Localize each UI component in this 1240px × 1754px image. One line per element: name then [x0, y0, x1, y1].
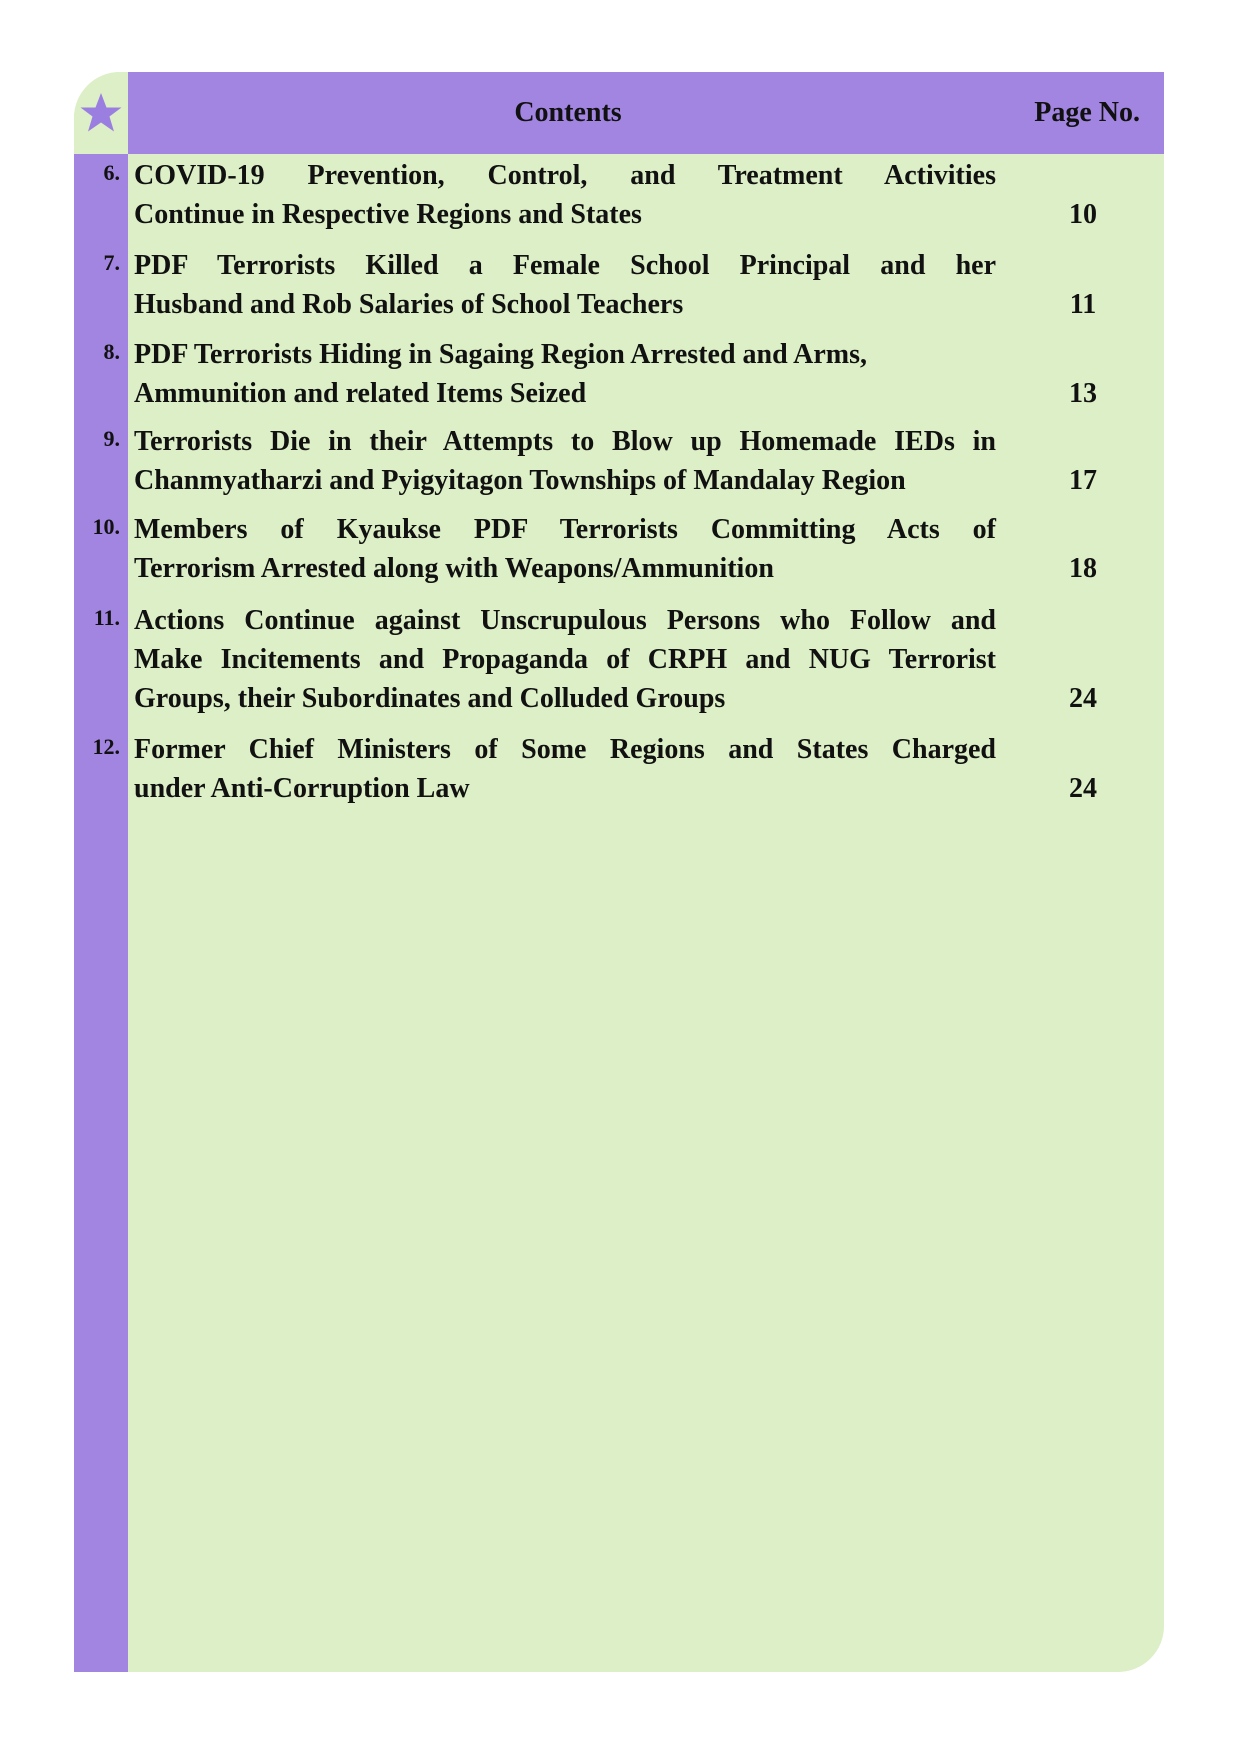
entry-page: 11 — [1069, 289, 1097, 320]
contents-header — [128, 72, 1164, 154]
entry-page: 24 — [1069, 773, 1097, 804]
entry-number: 11. — [93, 605, 120, 630]
contents-heading: Contents — [514, 97, 622, 128]
entry-number: 10. — [92, 514, 120, 539]
entry-page: 10 — [1069, 199, 1097, 230]
entry-number: 6. — [103, 160, 120, 185]
entry-number: 8. — [103, 339, 120, 364]
star-icon — [79, 91, 123, 135]
page-number-heading: Page No. — [1034, 97, 1140, 128]
entry-title: Actions Continue against Unscrupulous Persons who Follow and Make Incitements and Propaganda of CRPH and NUG Terrorist Groups, their Subordinates and Colluded Groups — [134, 605, 996, 714]
entry-title: PDF Terrorists Hiding in Sagaing Region Arrested and Arms, Ammunition and related Items Seized — [134, 339, 867, 409]
entry-title: Members of Kyaukse PDF Terrorists Committing Acts of Terrorism Arrested along with Weapons/Ammunition — [134, 514, 996, 584]
entry-page: 13 — [1069, 378, 1097, 409]
entry-title: COVID-19 Prevention, Control, and Treatment Activities Continue in Respective Regions and States — [134, 160, 996, 230]
contents-panel — [74, 72, 1164, 1672]
left-accent-bar — [74, 154, 128, 1672]
entry-page: 24 — [1069, 683, 1097, 714]
entry-number: 12. — [92, 734, 120, 759]
entry-page: 18 — [1069, 553, 1097, 584]
entry-page: 17 — [1069, 465, 1097, 496]
star-cell — [74, 72, 128, 154]
entry-title: Terrorists Die in their Attempts to Blow up Homemade IEDs in Chanmyatharzi and Pyigyitagon Townships of Mandalay Region — [134, 426, 996, 496]
entry-number: 9. — [103, 426, 120, 451]
entry-number: 7. — [103, 250, 120, 275]
entry-title: PDF Terrorists Killed a Female School Principal and her Husband and Rob Salaries of School Teachers — [134, 250, 996, 320]
entry-title: Former Chief Ministers of Some Regions and States Charged under Anti-Corruption Law — [134, 734, 996, 804]
